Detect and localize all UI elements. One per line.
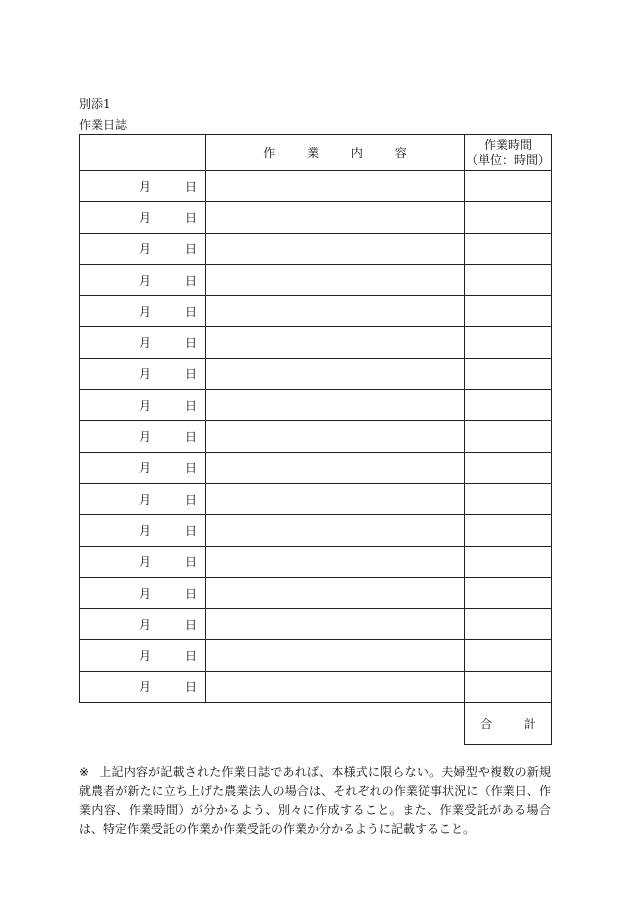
work-time-cell[interactable] bbox=[465, 515, 552, 546]
work-time-cell[interactable] bbox=[465, 577, 552, 608]
work-content-cell[interactable] bbox=[206, 609, 465, 640]
work-content-cell[interactable] bbox=[206, 577, 465, 608]
note-mark: ※ bbox=[79, 765, 90, 779]
work-content-cell[interactable] bbox=[206, 390, 465, 421]
day-label: 日 bbox=[184, 398, 197, 413]
date-cell[interactable] bbox=[80, 640, 206, 671]
month-label: 月 bbox=[138, 649, 151, 664]
table-row bbox=[80, 390, 552, 421]
work-time-cell[interactable] bbox=[465, 671, 552, 702]
work-time-cell[interactable] bbox=[465, 233, 552, 264]
date-cell[interactable] bbox=[80, 233, 206, 264]
work-content-cell[interactable] bbox=[206, 233, 465, 264]
date-cell[interactable] bbox=[80, 483, 206, 514]
date-cell[interactable] bbox=[80, 452, 206, 483]
table-row bbox=[80, 171, 552, 202]
month-label: 月 bbox=[138, 680, 151, 695]
table-row bbox=[80, 296, 552, 327]
work-time-cell[interactable] bbox=[465, 296, 552, 327]
month-label: 月 bbox=[138, 304, 151, 319]
work-time-cell[interactable] bbox=[465, 640, 552, 671]
work-time-cell[interactable] bbox=[465, 421, 552, 452]
month-label: 月 bbox=[138, 430, 151, 445]
table-row bbox=[80, 421, 552, 452]
header-work-time bbox=[465, 135, 552, 171]
table-row bbox=[80, 202, 552, 233]
work-content-cell[interactable] bbox=[206, 327, 465, 358]
table-row bbox=[80, 640, 552, 671]
work-time-cell[interactable] bbox=[465, 546, 552, 577]
work-time-cell[interactable] bbox=[465, 358, 552, 389]
footnote bbox=[79, 763, 551, 839]
total-row bbox=[80, 703, 552, 745]
date-cell[interactable] bbox=[80, 546, 206, 577]
table-row bbox=[80, 515, 552, 546]
work-diary-table bbox=[79, 134, 552, 745]
month-label: 月 bbox=[138, 555, 151, 570]
day-label: 日 bbox=[184, 461, 197, 476]
date-cell[interactable] bbox=[80, 296, 206, 327]
work-content-cell[interactable] bbox=[206, 171, 465, 202]
day-label: 日 bbox=[184, 555, 197, 570]
date-cell[interactable] bbox=[80, 327, 206, 358]
table-header-row bbox=[80, 135, 552, 171]
work-content-cell[interactable] bbox=[206, 546, 465, 577]
table-row bbox=[80, 327, 552, 358]
date-cell[interactable] bbox=[80, 390, 206, 421]
month-label: 月 bbox=[138, 179, 151, 194]
total-label: 合 計 bbox=[465, 703, 552, 745]
work-content-cell[interactable] bbox=[206, 264, 465, 295]
header-work-content: 作 業 内 容 bbox=[206, 135, 465, 171]
header-date-cell bbox=[80, 135, 206, 171]
work-content-cell[interactable] bbox=[206, 515, 465, 546]
day-label: 日 bbox=[184, 586, 197, 601]
total-blank-cell bbox=[206, 703, 465, 745]
day-label: 日 bbox=[184, 617, 197, 632]
work-time-cell[interactable] bbox=[465, 390, 552, 421]
work-time-cell[interactable] bbox=[465, 483, 552, 514]
work-content-cell[interactable] bbox=[206, 202, 465, 233]
work-content-cell[interactable] bbox=[206, 421, 465, 452]
work-content-cell[interactable] bbox=[206, 452, 465, 483]
month-label: 月 bbox=[138, 336, 151, 351]
date-cell[interactable] bbox=[80, 202, 206, 233]
month-label: 月 bbox=[138, 367, 151, 382]
table-row bbox=[80, 233, 552, 264]
date-cell[interactable] bbox=[80, 609, 206, 640]
table-row bbox=[80, 483, 552, 514]
table-row bbox=[80, 358, 552, 389]
day-label: 日 bbox=[184, 273, 197, 288]
day-label: 日 bbox=[184, 179, 197, 194]
page-title: 作業日誌 bbox=[79, 118, 128, 132]
note-text: 上記内容が記載された作業日誌であれば、本様式に限らない。夫婦型や複数の新規就農者が新たに立ち上げた農業法人の場合は、それぞれの作業従事状況に（作業日、作業内容、作業時間）が分かるよう、別々に作成すること。また、作業受託がある場合は、特定作業受託の作業か作業受託の作業か分かるように記載すること。 bbox=[79, 765, 551, 836]
month-label: 月 bbox=[138, 617, 151, 632]
day-label: 日 bbox=[184, 304, 197, 319]
work-content-cell[interactable] bbox=[206, 296, 465, 327]
month-label: 月 bbox=[138, 492, 151, 507]
work-time-cell[interactable] bbox=[465, 609, 552, 640]
table-row bbox=[80, 609, 552, 640]
work-content-cell[interactable] bbox=[206, 640, 465, 671]
table-row bbox=[80, 577, 552, 608]
month-label: 月 bbox=[138, 398, 151, 413]
work-content-cell[interactable] bbox=[206, 483, 465, 514]
day-label: 日 bbox=[184, 649, 197, 664]
total-blank-cell bbox=[80, 703, 206, 745]
work-time-cell[interactable] bbox=[465, 327, 552, 358]
month-label: 月 bbox=[138, 461, 151, 476]
date-cell[interactable] bbox=[80, 264, 206, 295]
day-label: 日 bbox=[184, 367, 197, 382]
table-row bbox=[80, 264, 552, 295]
date-cell[interactable] bbox=[80, 577, 206, 608]
work-time-cell[interactable] bbox=[465, 452, 552, 483]
day-label: 日 bbox=[184, 336, 197, 351]
table-row bbox=[80, 546, 552, 577]
table-row bbox=[80, 452, 552, 483]
month-label: 月 bbox=[138, 273, 151, 288]
work-content-cell[interactable] bbox=[206, 671, 465, 702]
date-cell[interactable] bbox=[80, 515, 206, 546]
date-cell[interactable] bbox=[80, 171, 206, 202]
work-time-cell[interactable] bbox=[465, 171, 552, 202]
day-label: 日 bbox=[184, 680, 197, 695]
work-content-cell[interactable] bbox=[206, 358, 465, 389]
month-label: 月 bbox=[138, 242, 151, 257]
header-work-time-line1: 作業時間 bbox=[483, 137, 532, 152]
day-label: 日 bbox=[184, 523, 197, 538]
table-row bbox=[80, 671, 552, 702]
date-cell[interactable] bbox=[80, 421, 206, 452]
month-label: 月 bbox=[138, 523, 151, 538]
day-label: 日 bbox=[184, 242, 197, 257]
day-label: 日 bbox=[184, 492, 197, 507]
header-work-time-line2: （単位：時間） bbox=[465, 152, 550, 167]
day-label: 日 bbox=[184, 210, 197, 225]
day-label: 日 bbox=[184, 430, 197, 445]
month-label: 月 bbox=[138, 586, 151, 601]
work-time-cell[interactable] bbox=[465, 264, 552, 295]
date-cell[interactable] bbox=[80, 671, 206, 702]
attachment-label: 別添1 bbox=[79, 97, 111, 111]
work-time-cell[interactable] bbox=[465, 202, 552, 233]
table-body bbox=[80, 171, 552, 745]
month-label: 月 bbox=[138, 210, 151, 225]
date-cell[interactable] bbox=[80, 358, 206, 389]
